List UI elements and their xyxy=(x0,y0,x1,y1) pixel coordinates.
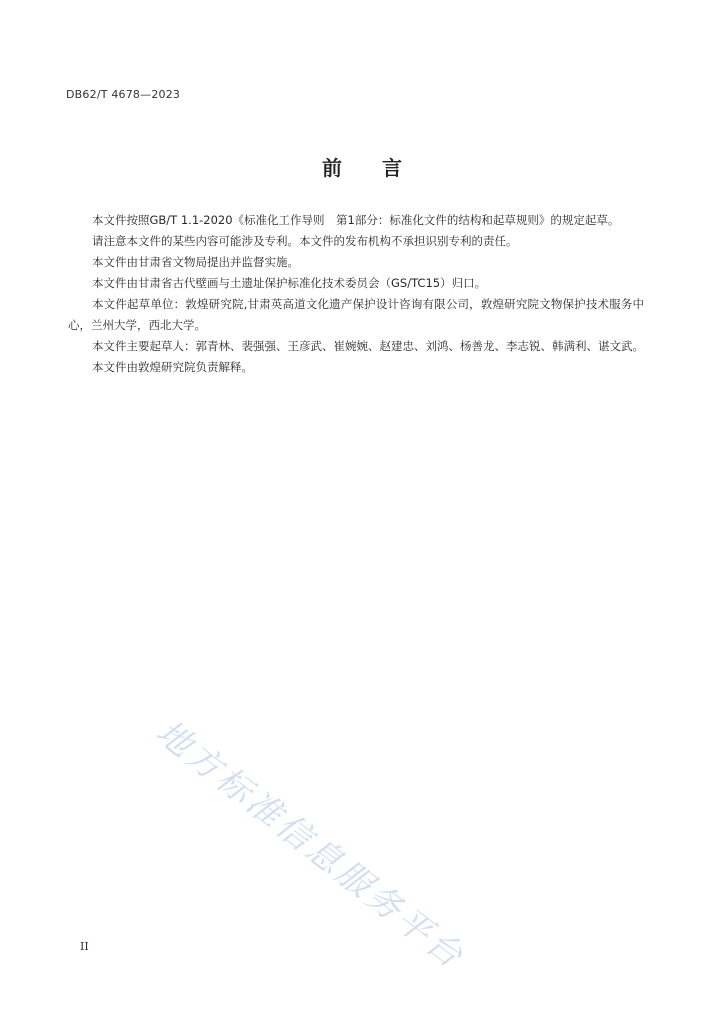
paragraph-drafting-rules: 本文件按照GB/T 1.1-2020《标准化工作导则 第1部分：标准化文件的结构和起草规则》的规定起草。 xyxy=(92,213,620,227)
watermark: 地方标准信息服务平台 xyxy=(148,712,473,978)
page-title xyxy=(0,152,724,181)
paragraph-drafting-units: 本文件起草单位：敦煌研究院,甘肃英高道文化遗产保护设计咨询有限公司，敦煌研究院文物保护技术服务中心，兰州大学，西北大学。 xyxy=(68,297,644,332)
paragraph-under-jurisdiction: 本文件由甘肃省古代壁画与土遗址保护标准化技术委员会（GS/TC15）归口。 xyxy=(92,276,487,290)
standard-code: DB62/T 4678—2023 xyxy=(66,88,181,101)
title-char-1: 前 xyxy=(322,156,342,180)
title-char-2: 言 xyxy=(382,156,402,180)
paragraph-patent-notice: 请注意本文件的某些内容可能涉及专利。本文件的发布机构不承担识别专利的责任。 xyxy=(92,234,518,248)
paragraph-main-drafters: 本文件主要起草人：郭青林、裴强强、王彦武、崔婉婉、赵建忠、刘鸿、杨善龙、李志锐、韩满利、谌文武。 xyxy=(92,339,644,353)
paragraph-proposed-by: 本文件由甘肃省文物局提出并监督实施。 xyxy=(92,255,299,269)
paragraph-interpretation: 本文件由敦煌研究院负责解释。 xyxy=(92,360,253,374)
page-number: II xyxy=(80,940,89,953)
foreword-body xyxy=(68,210,644,378)
